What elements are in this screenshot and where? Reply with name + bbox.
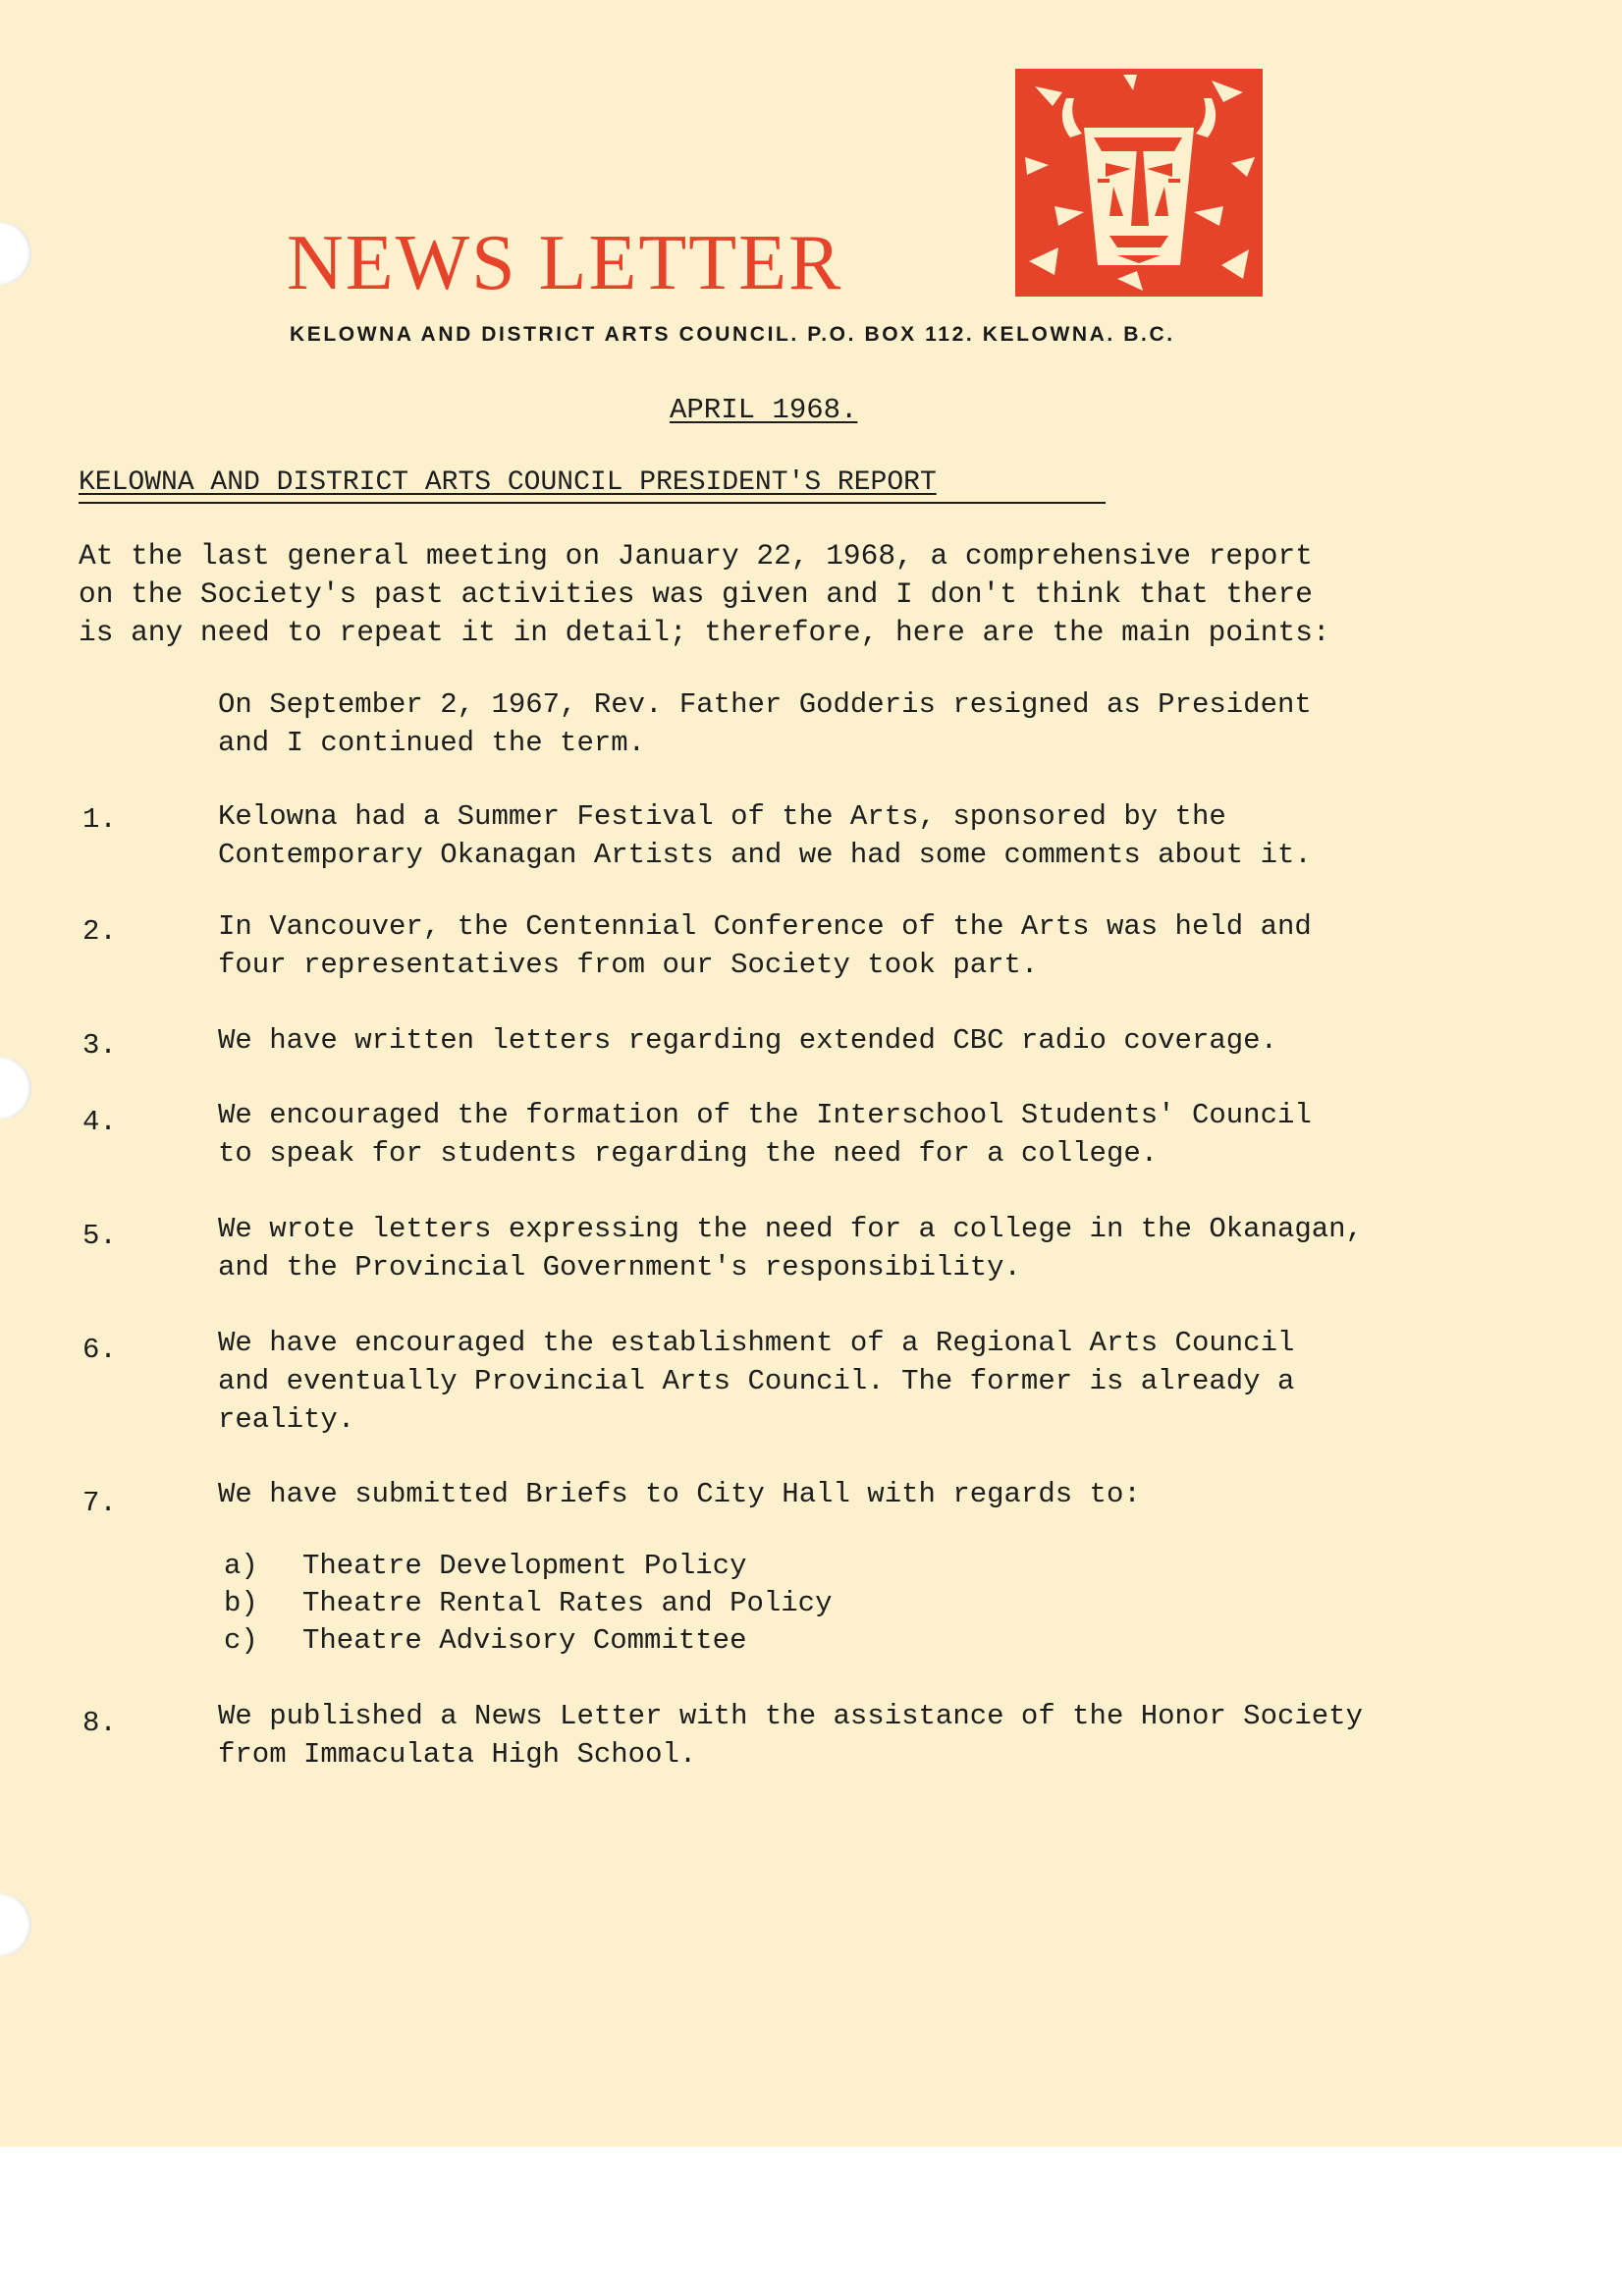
list-item <box>218 1021 1277 1060</box>
preamble-line: On September 2, 1967, Rev. Father Godderis resigned as President <box>218 688 1312 721</box>
sun-mask-woodcut-icon <box>1015 69 1263 297</box>
list-item <box>218 1697 1363 1774</box>
item-line: We have encouraged the establishment of a Regional Arts Council <box>218 1327 1295 1359</box>
brief-text: Theatre Rental Rates and Policy <box>302 1587 833 1619</box>
intro-line: is any need to repeat it in detail; therefore, here are the main points: <box>79 616 1330 649</box>
item-number: 7. <box>82 1487 117 1519</box>
item-line: We published a News Letter with the assistance of the Honor Society <box>218 1700 1363 1732</box>
item-line: We wrote letters expressing the need for a college in the Okanagan, <box>218 1213 1363 1245</box>
list-item <box>218 1324 1294 1439</box>
heading-rule <box>79 502 1106 504</box>
preamble-line: and I continued the term. <box>218 727 646 759</box>
brief-text: Theatre Development Policy <box>302 1550 747 1582</box>
brief-text: Theatre Advisory Committee <box>302 1624 747 1657</box>
item-number: 6. <box>82 1334 117 1366</box>
list-item <box>218 1096 1312 1173</box>
item-number: 5. <box>82 1220 117 1252</box>
item-line: We have submitted Briefs to City Hall with regards to: <box>218 1478 1141 1510</box>
intro-line: on the Society's past activities was given and I don't think that there <box>79 577 1313 611</box>
list-item <box>218 1210 1363 1286</box>
punch-hole <box>0 1893 31 1956</box>
item-number: 4. <box>82 1106 117 1138</box>
item-line: reality. <box>218 1403 355 1436</box>
item-line: and the Provincial Government's responsibility. <box>218 1251 1021 1284</box>
item-line: We encouraged the formation of the Interschool Students' Council <box>218 1099 1312 1131</box>
item-line: Kelowna had a Summer Festival of the Arts, sponsored by the <box>218 800 1226 833</box>
issue-date: APRIL 1968. <box>670 394 858 426</box>
item-number: 8. <box>82 1707 117 1739</box>
brief-marker: c) <box>224 1624 258 1657</box>
preamble-paragraph <box>218 685 1312 762</box>
item-line: four representatives from our Society took part. <box>218 949 1039 981</box>
item-line: to speak for students regarding the need for a college. <box>218 1137 1159 1170</box>
organization-address: KELOWNA AND DISTRICT ARTS COUNCIL. P.O. BOX 112. KELOWNA. B.C. <box>290 323 1175 346</box>
item-line: and eventually Provincial Arts Council. The former is already a <box>218 1365 1295 1397</box>
item-line: Contemporary Okanagan Artists and we had some comments about it. <box>218 839 1312 871</box>
list-item <box>218 797 1312 874</box>
brief-marker: b) <box>224 1587 258 1619</box>
punch-hole <box>0 222 31 285</box>
list-item <box>218 1475 1141 1513</box>
item-line: from Immaculata High School. <box>218 1738 697 1771</box>
item-number: 3. <box>82 1029 117 1062</box>
intro-paragraph <box>79 537 1330 652</box>
report-heading: KELOWNA AND DISTRICT ARTS COUNCIL PRESIDENT'S REPORT <box>79 467 937 498</box>
item-number: 1. <box>82 803 117 836</box>
masthead-title: NEWS LETTER <box>287 220 843 306</box>
item-number: 2. <box>82 915 117 948</box>
list-item <box>218 907 1312 984</box>
intro-line: At the last general meeting on January 22, 1968, a comprehensive report <box>79 539 1313 573</box>
item-line: We have written letters regarding extended CBC radio coverage. <box>218 1024 1277 1057</box>
item-line: In Vancouver, the Centennial Conference of the Arts was held and <box>218 910 1312 943</box>
punch-hole <box>0 1057 31 1120</box>
brief-marker: a) <box>224 1550 258 1582</box>
